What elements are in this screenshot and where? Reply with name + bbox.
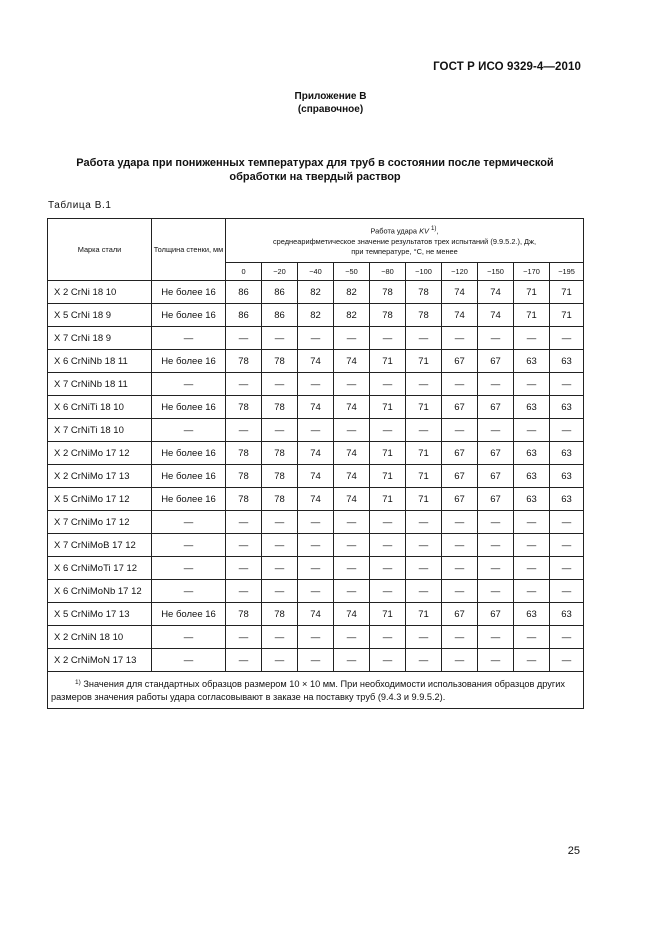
- thickness-cell: Не более 16: [152, 350, 226, 373]
- impact-value-cell: —: [334, 511, 370, 534]
- impact-value-cell: —: [298, 511, 334, 534]
- impact-value-cell: 74: [298, 442, 334, 465]
- impact-value-cell: 86: [226, 281, 262, 304]
- impact-value-cell: —: [262, 626, 298, 649]
- impact-value-cell: 74: [298, 396, 334, 419]
- impact-value-cell: 71: [406, 442, 442, 465]
- thickness-cell: Не более 16: [152, 603, 226, 626]
- temperature-header: −50: [334, 263, 370, 281]
- thickness-cell: —: [152, 419, 226, 442]
- impact-value-cell: —: [442, 511, 478, 534]
- table-row: [48, 396, 584, 419]
- impact-value-cell: 78: [226, 442, 262, 465]
- impact-value-cell: —: [406, 626, 442, 649]
- impact-value-cell: 82: [334, 281, 370, 304]
- impact-value-cell: —: [226, 373, 262, 396]
- impact-value-cell: —: [478, 626, 514, 649]
- impact-value-cell: —: [478, 649, 514, 672]
- header-impact-work-line-1: Работа удара KV $^{1)}$,: [370, 225, 439, 236]
- table-row: [48, 304, 584, 327]
- impact-value-cell: —: [298, 626, 334, 649]
- impact-value-cell: 67: [478, 465, 514, 488]
- impact-value-cell: —: [406, 511, 442, 534]
- table-row: [48, 442, 584, 465]
- header-wall-thickness: Толщина стенки, мм: [152, 219, 226, 281]
- steel-grade-cell: X 7 CrNi 18 9: [48, 327, 152, 350]
- impact-value-cell: —: [478, 534, 514, 557]
- steel-grade-cell: X 7 CrNiMoB 17 12: [48, 534, 152, 557]
- impact-value-cell: —: [442, 419, 478, 442]
- impact-value-cell: —: [514, 626, 550, 649]
- impact-value-cell: —: [262, 534, 298, 557]
- impact-value-cell: —: [514, 580, 550, 603]
- table-row: [48, 603, 584, 626]
- impact-value-cell: —: [262, 419, 298, 442]
- impact-value-cell: —: [550, 580, 584, 603]
- thickness-cell: —: [152, 649, 226, 672]
- steel-grade-cell: X 6 CrNiNb 18 11: [48, 350, 152, 373]
- impact-value-cell: 67: [478, 442, 514, 465]
- impact-value-cell: —: [550, 649, 584, 672]
- temperature-header: −170: [514, 263, 550, 281]
- impact-value-cell: 74: [334, 396, 370, 419]
- impact-value-cell: —: [226, 626, 262, 649]
- impact-value-cell: —: [514, 649, 550, 672]
- table-footnote: [48, 672, 584, 709]
- page-number: 25: [567, 845, 580, 857]
- impact-value-cell: —: [334, 373, 370, 396]
- table-row: [48, 580, 584, 603]
- footnote-text: Значения для стандартных образцов размером 10 × 10 мм. При необходимости использования образцов других размеров значения работы удара согласовывают в заказе на поставку труб (9.4.3 и 9.9.5.2).: [51, 679, 565, 702]
- impact-value-cell: 78: [370, 281, 406, 304]
- steel-grade-cell: X 5 CrNi 18 9: [48, 304, 152, 327]
- thickness-cell: Не более 16: [152, 281, 226, 304]
- thickness-cell: Не более 16: [152, 396, 226, 419]
- impact-value-cell: —: [406, 534, 442, 557]
- thickness-cell: —: [152, 327, 226, 350]
- impact-value-cell: —: [262, 327, 298, 350]
- impact-value-cell: —: [262, 649, 298, 672]
- table-row: [48, 649, 584, 672]
- table-row: [48, 534, 584, 557]
- section-title-line-1: Работа удара при пониженных температурах для труб в состоянии после термической: [76, 157, 554, 169]
- thickness-cell: Не более 16: [152, 304, 226, 327]
- impact-value-cell: —: [442, 534, 478, 557]
- impact-value-cell: 67: [442, 488, 478, 511]
- impact-value-cell: —: [478, 557, 514, 580]
- impact-value-cell: 71: [370, 488, 406, 511]
- impact-value-cell: —: [226, 511, 262, 534]
- steel-grade-cell: X 2 CrNiMoN 17 13: [48, 649, 152, 672]
- impact-value-cell: —: [262, 580, 298, 603]
- impact-value-cell: —: [334, 419, 370, 442]
- impact-value-cell: —: [370, 419, 406, 442]
- impact-value-cell: 71: [406, 350, 442, 373]
- impact-value-cell: —: [478, 419, 514, 442]
- impact-value-cell: 74: [478, 304, 514, 327]
- impact-value-cell: —: [550, 373, 584, 396]
- impact-value-cell: —: [370, 580, 406, 603]
- section-title: [60, 156, 570, 184]
- impact-value-cell: —: [478, 327, 514, 350]
- steel-grade-cell: X 2 CrNiMo 17 13: [48, 465, 152, 488]
- impact-table-container: [47, 218, 583, 709]
- impact-work-table: [47, 218, 584, 709]
- impact-value-cell: —: [442, 373, 478, 396]
- impact-value-cell: 63: [514, 396, 550, 419]
- impact-value-cell: 82: [334, 304, 370, 327]
- document-id: ГОСТ Р ИСО 9329-4—2010: [433, 61, 581, 73]
- temperature-header: −20: [262, 263, 298, 281]
- thickness-cell: Не более 16: [152, 442, 226, 465]
- impact-value-cell: —: [550, 534, 584, 557]
- impact-value-cell: 71: [514, 281, 550, 304]
- impact-value-cell: 78: [262, 488, 298, 511]
- impact-value-cell: 78: [370, 304, 406, 327]
- steel-grade-cell: X 6 CrNiMoTi 17 12: [48, 557, 152, 580]
- impact-value-cell: 78: [262, 442, 298, 465]
- temperature-header: −150: [478, 263, 514, 281]
- impact-value-cell: 71: [370, 603, 406, 626]
- table-row: [48, 626, 584, 649]
- impact-value-cell: 78: [406, 281, 442, 304]
- impact-value-cell: —: [406, 580, 442, 603]
- steel-grade-cell: X 2 CrNi 18 10: [48, 281, 152, 304]
- impact-value-cell: —: [298, 649, 334, 672]
- impact-value-cell: 74: [298, 350, 334, 373]
- impact-value-cell: —: [478, 580, 514, 603]
- impact-value-cell: 71: [406, 396, 442, 419]
- temperature-header: −195: [550, 263, 584, 281]
- impact-value-cell: —: [442, 649, 478, 672]
- annex-subtitle: (справочное): [297, 104, 364, 115]
- temperature-header: −120: [442, 263, 478, 281]
- impact-value-cell: 63: [514, 603, 550, 626]
- impact-value-cell: 86: [262, 304, 298, 327]
- table-row: [48, 373, 584, 396]
- table-header-row: [48, 219, 584, 263]
- impact-value-cell: 78: [262, 603, 298, 626]
- impact-value-cell: 74: [334, 603, 370, 626]
- impact-value-cell: —: [298, 373, 334, 396]
- thickness-cell: Не более 16: [152, 488, 226, 511]
- impact-value-cell: —: [550, 626, 584, 649]
- impact-value-cell: —: [226, 557, 262, 580]
- impact-value-cell: 63: [514, 488, 550, 511]
- impact-value-cell: 78: [262, 396, 298, 419]
- impact-value-cell: 63: [550, 396, 584, 419]
- impact-value-cell: —: [442, 580, 478, 603]
- impact-value-cell: 63: [550, 603, 584, 626]
- table-row: [48, 419, 584, 442]
- impact-value-cell: —: [334, 649, 370, 672]
- header-steel-grade: Марка стали: [48, 219, 152, 281]
- impact-value-cell: 78: [226, 488, 262, 511]
- impact-value-cell: 67: [478, 603, 514, 626]
- impact-value-cell: 63: [550, 465, 584, 488]
- impact-value-cell: 63: [514, 465, 550, 488]
- table-caption: Таблица В.1: [48, 200, 112, 211]
- impact-value-cell: —: [334, 580, 370, 603]
- impact-value-cell: —: [226, 327, 262, 350]
- steel-grade-cell: X 2 CrNiMo 17 12: [48, 442, 152, 465]
- impact-value-cell: 63: [514, 442, 550, 465]
- impact-value-cell: —: [262, 373, 298, 396]
- impact-value-cell: —: [226, 419, 262, 442]
- steel-grade-cell: X 7 CrNiNb 18 11: [48, 373, 152, 396]
- steel-grade-cell: X 6 CrNiTi 18 10: [48, 396, 152, 419]
- impact-value-cell: 71: [370, 350, 406, 373]
- impact-value-cell: —: [514, 327, 550, 350]
- impact-value-cell: 63: [550, 350, 584, 373]
- impact-value-cell: —: [370, 327, 406, 350]
- steel-grade-cell: X 2 CrNiN 18 10: [48, 626, 152, 649]
- impact-value-cell: —: [406, 327, 442, 350]
- impact-value-cell: 78: [226, 465, 262, 488]
- temperature-header: −100: [406, 263, 442, 281]
- impact-value-cell: 71: [550, 304, 584, 327]
- table-row: [48, 465, 584, 488]
- impact-value-cell: —: [334, 327, 370, 350]
- table-row: [48, 488, 584, 511]
- impact-value-cell: —: [298, 419, 334, 442]
- impact-value-cell: —: [226, 580, 262, 603]
- impact-value-cell: 71: [406, 488, 442, 511]
- impact-value-cell: —: [406, 373, 442, 396]
- impact-value-cell: 63: [550, 488, 584, 511]
- impact-value-cell: 74: [334, 465, 370, 488]
- footnote-row: [48, 672, 584, 709]
- impact-value-cell: —: [298, 557, 334, 580]
- impact-value-cell: 74: [298, 465, 334, 488]
- impact-value-cell: —: [298, 327, 334, 350]
- impact-value-cell: —: [370, 649, 406, 672]
- impact-value-cell: 78: [226, 603, 262, 626]
- impact-value-cell: —: [514, 557, 550, 580]
- steel-grade-cell: X 5 CrNiMo 17 13: [48, 603, 152, 626]
- section-title-line-2: обработки на твердый раствор: [229, 171, 401, 183]
- impact-value-cell: —: [478, 511, 514, 534]
- impact-value-cell: —: [550, 511, 584, 534]
- thickness-cell: Не более 16: [152, 465, 226, 488]
- impact-value-cell: —: [334, 557, 370, 580]
- impact-value-cell: 74: [442, 304, 478, 327]
- thickness-cell: —: [152, 557, 226, 580]
- impact-value-cell: 67: [442, 396, 478, 419]
- impact-value-cell: 67: [478, 488, 514, 511]
- impact-value-cell: —: [514, 419, 550, 442]
- impact-value-cell: —: [442, 557, 478, 580]
- impact-value-cell: —: [406, 649, 442, 672]
- thickness-cell: —: [152, 534, 226, 557]
- impact-value-cell: 78: [262, 465, 298, 488]
- steel-grade-cell: X 6 CrNiMoNb 17 12: [48, 580, 152, 603]
- impact-value-cell: 78: [262, 350, 298, 373]
- table-row: [48, 511, 584, 534]
- impact-value-cell: —: [226, 534, 262, 557]
- table-row: [48, 557, 584, 580]
- header-impact-work-line-3: при температуре, °С, не менее: [351, 246, 458, 256]
- impact-value-cell: —: [514, 373, 550, 396]
- impact-value-cell: 63: [550, 442, 584, 465]
- impact-value-cell: 78: [226, 350, 262, 373]
- impact-value-cell: —: [298, 534, 334, 557]
- thickness-cell: —: [152, 511, 226, 534]
- impact-value-cell: —: [334, 534, 370, 557]
- impact-value-cell: 71: [370, 396, 406, 419]
- impact-value-cell: 74: [298, 488, 334, 511]
- impact-value-cell: 71: [370, 442, 406, 465]
- steel-grade-cell: X 7 CrNiTi 18 10: [48, 419, 152, 442]
- table-row: [48, 350, 584, 373]
- impact-value-cell: 67: [442, 465, 478, 488]
- impact-value-cell: 71: [514, 304, 550, 327]
- footnote-marker: 1): [75, 679, 81, 686]
- impact-value-cell: —: [370, 373, 406, 396]
- impact-value-cell: —: [262, 511, 298, 534]
- annex-heading: [0, 90, 661, 116]
- impact-value-cell: 74: [334, 350, 370, 373]
- impact-value-cell: —: [226, 649, 262, 672]
- table-row: [48, 281, 584, 304]
- impact-value-cell: 67: [442, 603, 478, 626]
- impact-value-cell: —: [262, 557, 298, 580]
- impact-value-cell: 71: [406, 603, 442, 626]
- impact-value-cell: 67: [478, 350, 514, 373]
- impact-value-cell: —: [406, 419, 442, 442]
- impact-value-cell: 82: [298, 304, 334, 327]
- temperature-header: −40: [298, 263, 334, 281]
- annex-title: Приложение В: [294, 91, 367, 102]
- impact-value-cell: —: [370, 626, 406, 649]
- impact-value-cell: —: [442, 327, 478, 350]
- impact-value-cell: 71: [406, 465, 442, 488]
- thickness-cell: —: [152, 373, 226, 396]
- impact-value-cell: 86: [226, 304, 262, 327]
- thickness-cell: —: [152, 580, 226, 603]
- impact-value-cell: 71: [370, 465, 406, 488]
- impact-value-cell: —: [298, 580, 334, 603]
- impact-value-cell: —: [370, 511, 406, 534]
- impact-value-cell: —: [406, 557, 442, 580]
- impact-value-cell: 74: [298, 603, 334, 626]
- impact-value-cell: —: [550, 327, 584, 350]
- impact-value-cell: 67: [478, 396, 514, 419]
- impact-value-cell: —: [550, 419, 584, 442]
- temperature-header: 0: [226, 263, 262, 281]
- impact-value-cell: —: [370, 557, 406, 580]
- impact-value-cell: 74: [442, 281, 478, 304]
- impact-value-cell: 78: [226, 396, 262, 419]
- impact-value-cell: 74: [478, 281, 514, 304]
- impact-value-cell: 63: [514, 350, 550, 373]
- impact-value-cell: 82: [298, 281, 334, 304]
- impact-value-cell: —: [550, 557, 584, 580]
- impact-value-cell: 74: [334, 442, 370, 465]
- impact-value-cell: —: [370, 534, 406, 557]
- impact-value-cell: 78: [406, 304, 442, 327]
- temperature-header: −80: [370, 263, 406, 281]
- impact-value-cell: —: [478, 373, 514, 396]
- steel-grade-cell: X 5 CrNiMo 17 12: [48, 488, 152, 511]
- impact-value-cell: 71: [550, 281, 584, 304]
- impact-value-cell: —: [334, 626, 370, 649]
- table-row: [48, 327, 584, 350]
- header-impact-work-line-2: среднеарифметическое значение результатов трех испытаний (9.9.5.2.), Дж,: [272, 236, 537, 246]
- steel-grade-cell: X 7 CrNiMo 17 12: [48, 511, 152, 534]
- impact-value-cell: —: [442, 626, 478, 649]
- impact-value-cell: 67: [442, 350, 478, 373]
- impact-value-cell: 86: [262, 281, 298, 304]
- impact-value-cell: —: [514, 511, 550, 534]
- impact-value-cell: 67: [442, 442, 478, 465]
- thickness-cell: —: [152, 626, 226, 649]
- impact-value-cell: 74: [334, 488, 370, 511]
- header-impact-work: [226, 219, 584, 263]
- impact-value-cell: —: [514, 534, 550, 557]
